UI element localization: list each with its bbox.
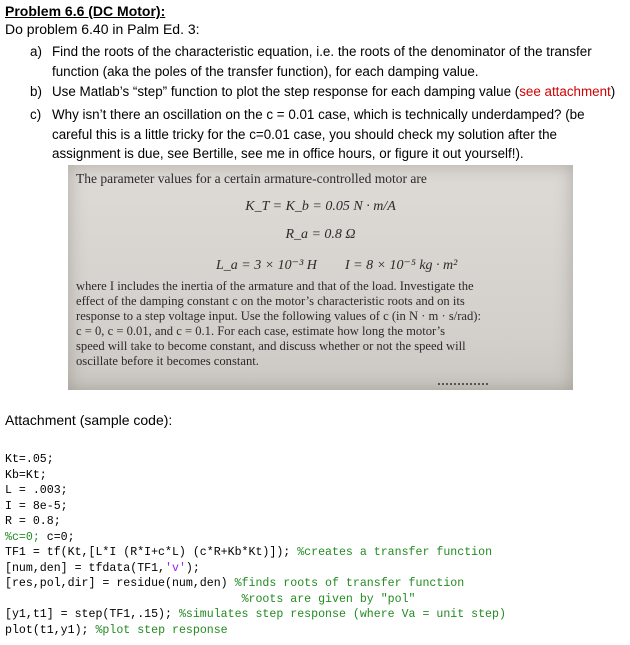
code-string: 'v' [165, 561, 186, 575]
photo-para-line: where I includes the inertia of the armature and that of the load. Investigate the [76, 279, 474, 293]
code-line: L = .003; [5, 484, 68, 497]
code-line: Kt=.05; [5, 453, 54, 466]
problem-intro: Do problem 6.40 in Palm Ed. 3: [5, 21, 200, 37]
code-line: c=0; [39, 530, 75, 544]
problem-title: Problem 6.6 (DC Motor): [5, 3, 166, 19]
item-label: c) [30, 107, 42, 122]
item-text [52, 82, 627, 102]
code-line: [res,pol,dir] = residue(num,den) [5, 577, 235, 590]
code-comment: %creates a transfer function [297, 546, 493, 559]
code-comment: %roots are given by "pol" [241, 592, 416, 606]
code-comment: %plot step response [95, 623, 228, 637]
item-label: b) [30, 84, 42, 99]
photo-header: The parameter values for a certain armature-controlled motor are [76, 171, 427, 186]
code-line: [y1,t1] = step(TF1,.15); [5, 608, 179, 621]
code-line: I = 8e-5; [5, 499, 68, 513]
code-line: TF1 = tf(Kt,[L*I (R*I+c*L) (c*R+Kb*Kt)]); [5, 546, 298, 559]
code-comment: %c=0; [5, 530, 40, 544]
photo-para-line: speed will take to become constant, and discuss whether or not the speed will [76, 339, 466, 353]
code-line: [num,den] = tfdata(TF1, [5, 561, 166, 575]
item-label: a) [30, 44, 42, 59]
code-line: ); [185, 561, 200, 575]
textbook-photo [68, 165, 573, 390]
code-block [5, 452, 506, 638]
photo-para-line: c = 0, c = 0.01, and c = 0.1. For each case, estimate how long the motor’s [76, 324, 446, 338]
code-line: Kb=Kt; [5, 468, 47, 482]
code-comment: %simulates step response (where Va = unit step) [178, 608, 506, 621]
photo-para-line: oscillate before it becomes constant. [76, 354, 259, 368]
code-line: R = 0.8; [5, 515, 61, 528]
photo-eq-la: L_a = 3 × 10⁻³ H [216, 258, 317, 273]
attachment-label: Attachment (sample code): [5, 412, 173, 428]
photo-eq-kt: K_T = K_b = 0.05 N · m/A [245, 199, 396, 214]
item-text: Why isn’t there an oscillation on the c = 0.01 case, which is technically underdamped? (be careful this is a little tricky for the c=0.01 case, you should check my solution after the assignment is due, see Bertille, see me in office hours, or figure it out yourself!). [52, 107, 585, 161]
code-comment: %finds roots of transfer function [234, 577, 465, 590]
photo-eq-ra: R_a = 0.8 Ω [285, 227, 356, 242]
photo-cut-text [438, 383, 488, 389]
photo-para-line: effect of the damping constant c on the motor’s characteristic roots and on its [76, 294, 465, 308]
item-text-part: Use Matlab’s “step” function to plot the step response for each damping value ( [52, 84, 520, 99]
photo-para-line: response to a step voltage input. Use the following values of c (in N · m · s/rad): [76, 309, 482, 323]
code-indent [5, 593, 242, 606]
photo-eq-i: I = 8 × 10⁻⁵ kg · m² [345, 258, 458, 273]
see-attachment-link[interactable]: see attachment [519, 84, 611, 99]
item-text-part: ) [610, 84, 616, 99]
code-line: plot(t1,y1); [5, 623, 96, 637]
item-text: Find the roots of the characteristic equation, i.e. the roots of the denominator of the transfer function (aka the poles of the transfer function), for each damping value. [52, 44, 592, 79]
